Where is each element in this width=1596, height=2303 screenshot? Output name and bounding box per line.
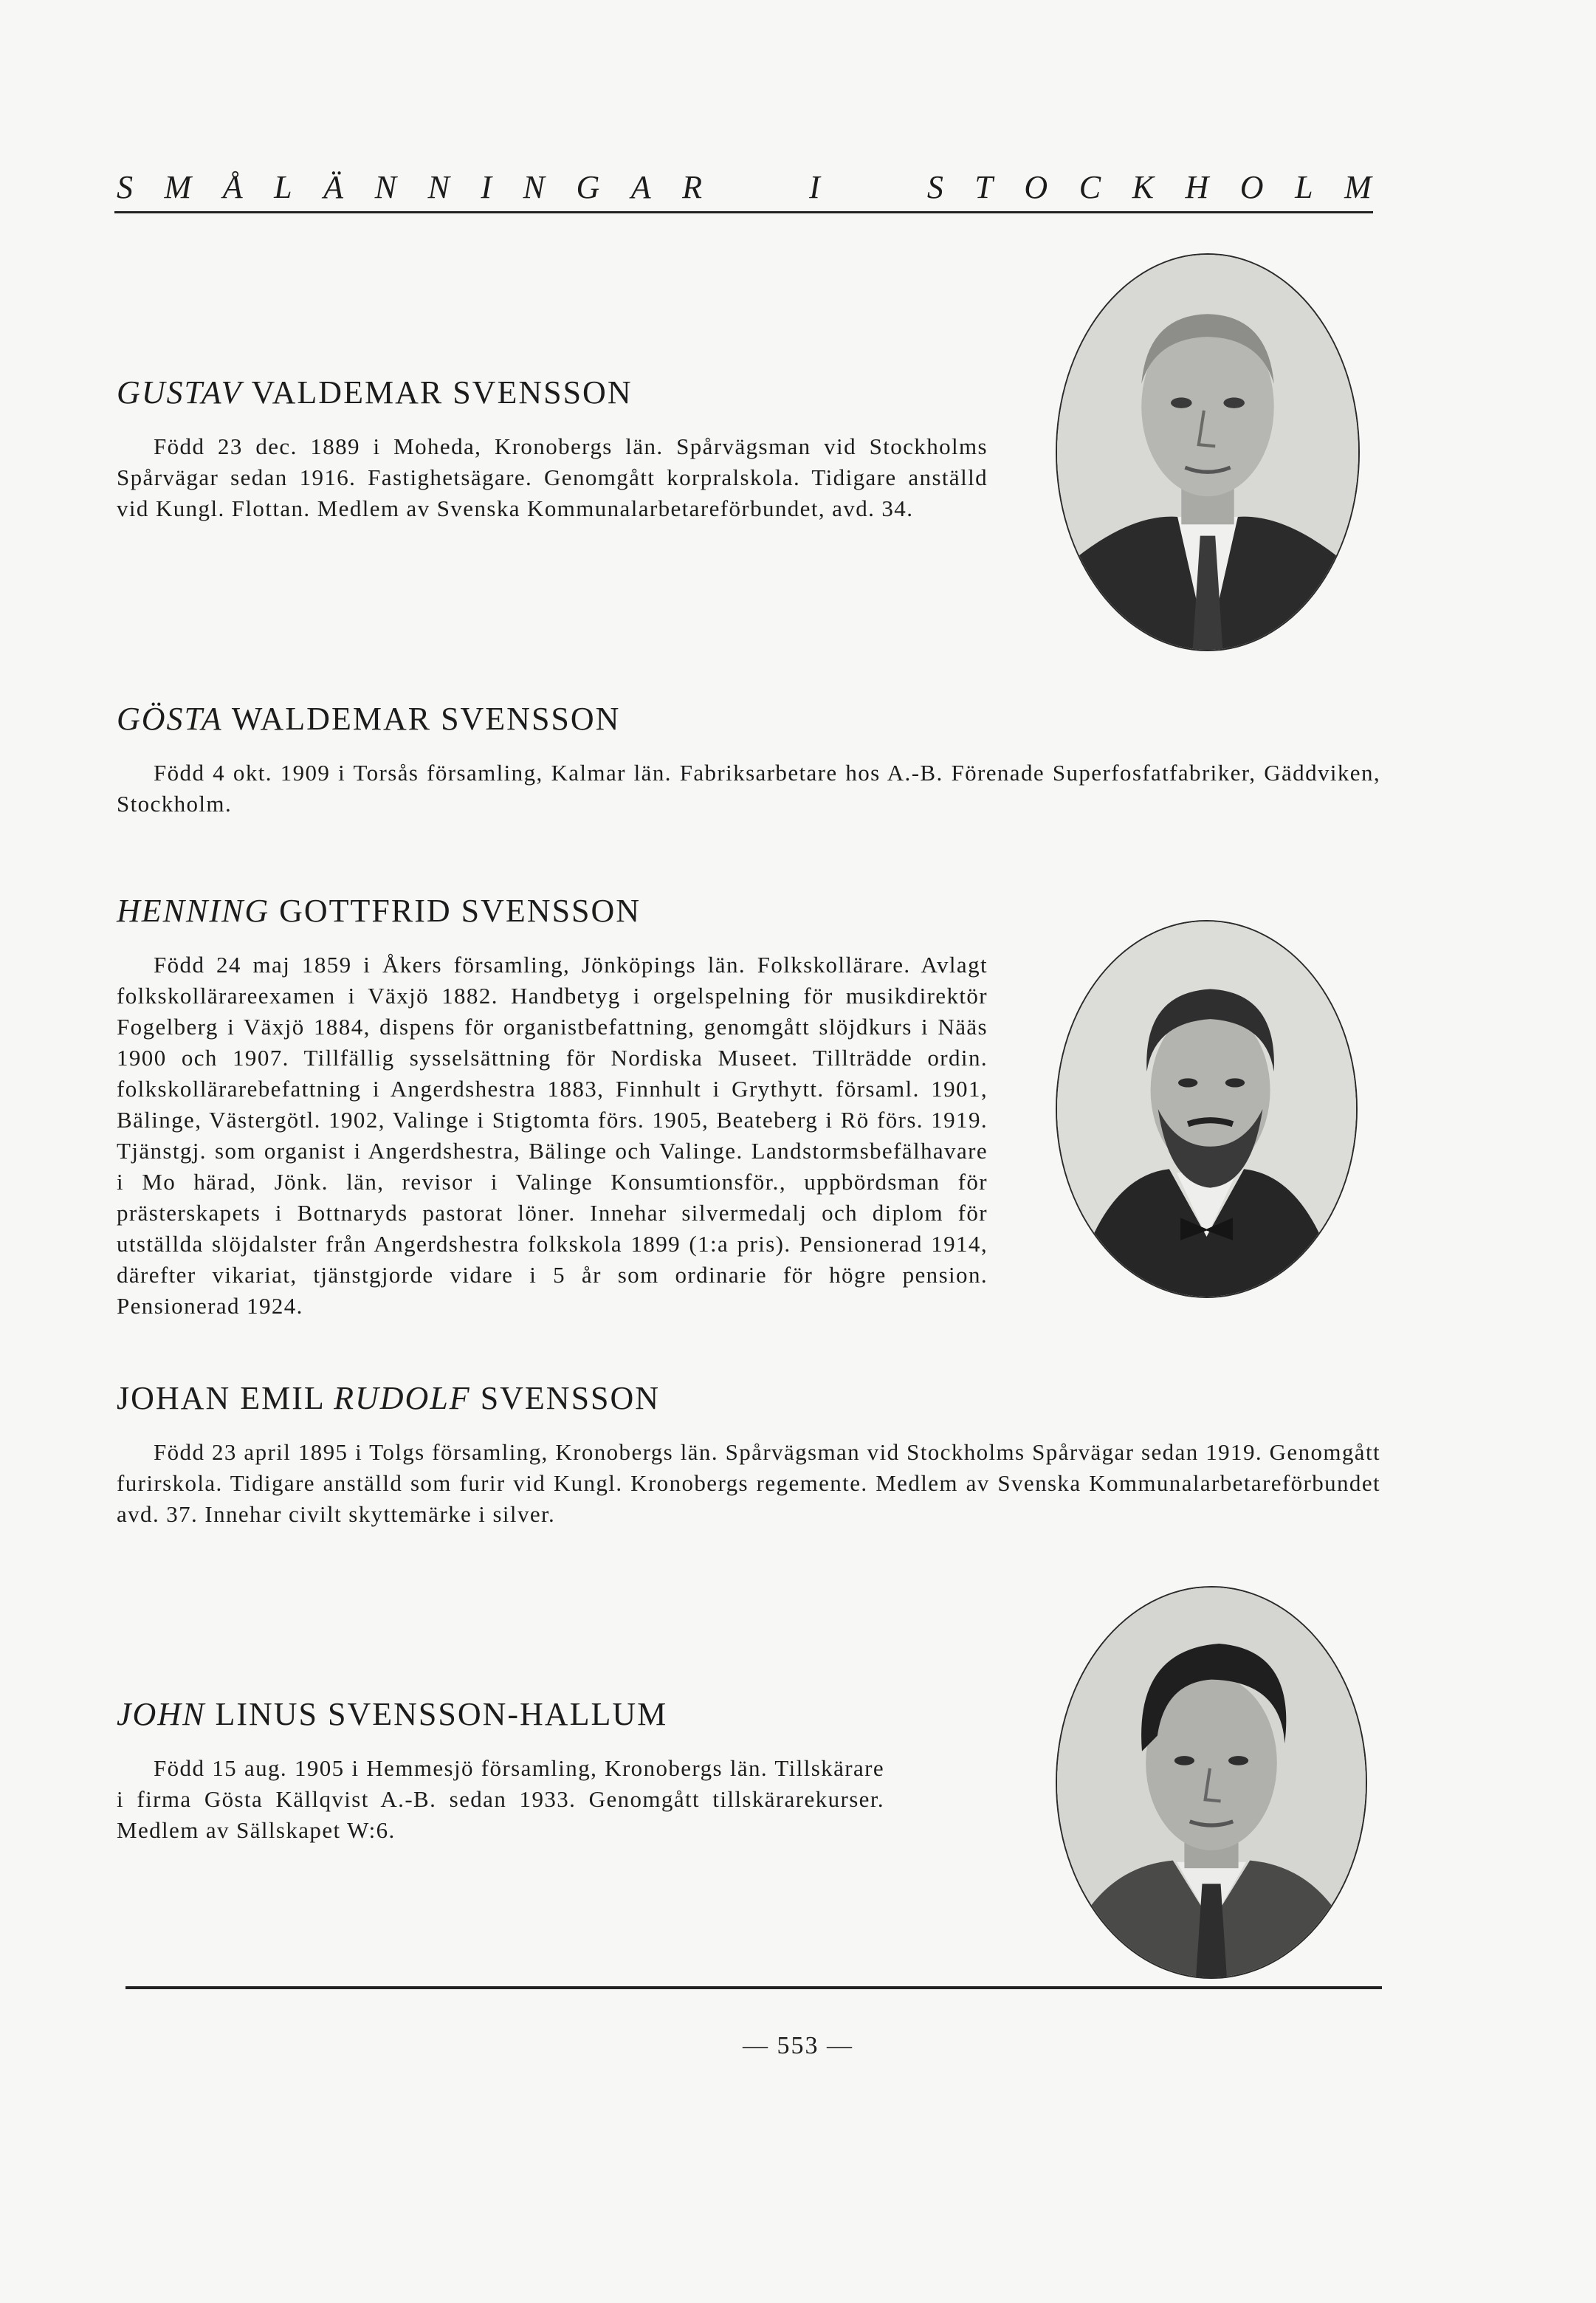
entry-name [117,893,988,929]
entry-surname: SVENSSON [480,1380,661,1416]
portrait-photo [1057,1588,1366,1977]
running-head-letter: I [481,169,492,205]
entry-given-name: GUSTAV [117,374,243,411]
running-head-letter: O [1239,169,1264,205]
entry-biography: Född 15 aug. 1905 i Hemmesjö församling, Kronobergs län. Tillskärare i firma Gösta Källqvist A.-B. sedan 1933. Genomgått tillskärarekurser. Medlem av Sällskapet W:6. [117,1755,884,1844]
running-head-letter: R [682,169,703,205]
running-head-letter: C [1079,169,1101,205]
footer-rule-gap [596,1989,607,1991]
running-head-letter: A [630,169,651,205]
entry-biography: Född 23 dec. 1889 i Moheda, Kronobergs län. Spårvägsman vid Stockholms Spårvägar sedan 1916. Fastighetsägare. Genomgått korpralskola. Tidigare anställd vid Kungl. Flottan. Medlem av Svenska Kommunalarbetareförbundet, avd. 34. [117,433,988,522]
running-head-letter: L [1295,169,1313,205]
portrait-young-man-icon [1057,1588,1366,1977]
entry-given-name: GÖSTA [117,701,223,737]
entry-surname: GOTTFRID SVENSSON [279,893,642,929]
entry-surname: LINUS SVENSSON-HALLUM [215,1696,668,1732]
entry-name [117,701,1380,737]
entry-john-linus-svensson-hallum [117,1697,884,1846]
running-head-letter: Å [222,169,243,205]
entry-biography: Född 23 april 1895 i Tolgs församling, Kronobergs län. Spårvägsman vid Stockholms Spårvägar sedan 1919. Genomgått furirskola. Tidigare anställd som furir vid Kungl. Kronobergs regemente. Medlem av Svenska Kommunalarbetareförbundet avd. 37. Innehar civilt skyttemärke i silver. [117,1439,1380,1528]
running-head-letter: N [523,169,545,205]
running-head-letter: T [974,169,993,205]
running-head-letter: M [164,169,192,205]
entry-name [117,1697,884,1732]
running-head-letter: S [117,169,133,205]
page-number: — 553 — [743,2032,853,2059]
entry-given-name: HENNING [117,893,270,929]
entry-gosta-waldemar-svensson [117,701,1380,820]
header-rule [114,211,1373,213]
portrait-photo [1057,255,1358,650]
entry-surname: VALDEMAR SVENSSON [251,374,633,411]
running-head-gap [734,168,778,206]
entry-henning-gottfrid-svensson [117,893,988,1322]
running-head-letter: N [374,169,396,205]
running-head-letter: L [274,169,292,205]
running-head-letter: H [1185,169,1209,205]
running-head-letter: I [809,169,820,205]
entry-johan-emil-rudolf-svensson [117,1381,1380,1530]
entry-name [117,1381,1380,1416]
entry-name [117,375,988,411]
entry-biography: Född 4 okt. 1909 i Torsås församling, Kalmar län. Fabriksarbetare hos A.-B. Förenade Superfosfatfabriker, Gäddviken, Stockholm. [117,760,1380,817]
portrait-man-suit-icon [1057,255,1358,650]
running-head-letter: K [1132,169,1154,205]
running-head-letter: Ä [323,169,344,205]
entry-gustav-valdemar-svensson [117,375,988,524]
entry-biography: Född 24 maj 1859 i Åkers församling, Jönköpings län. Folkskollärare. Avlagt folkskollärareexamen i Växjö 1882. Handbetyg i orgelspelning för musikdirektör Fogelberg i Växjö 1884, dispens för organistbefattning, genomgått slöjdkurs i Nääs 1900 och 1907. Tillfällig sysselsättning för Nordiska Museet. Tillträdde ordin. folkskollärarebefattning i Angerdshestra 1883, Finnhult i Grythytt. församl. 1901, Bälinge, Västergötl. 1902, Valinge i Stigtomta förs. 1905, Beateberg i Rö förs. 1919. Tjänstgj. som organist i Angerdshestra, Bälinge och Valinge. Landstormsbefälhavare i Mo härad, Jönk. län, revisor i Valinge Konsumtionsför., uppbördsman för prästerskapets i Bottnaryds pastorat löner. Innehar silvermedalj och diplom för utställda slöjdalster från Angerdshestra folkskola 1899 (1:a pris). Pensionerad 1914, därefter vikariat, tjänstgjorde vidare i 5 år som ordinarie för högre pension. Pensionerad 1924. [117,952,988,1319]
entry-surname: WALDEMAR SVENSSON [231,701,621,737]
entry-given-name: JOHN [117,1696,206,1732]
portrait-bearded-man-icon [1057,921,1356,1297]
entry-given-name: RUDOLF [334,1380,471,1416]
running-head-letter: N [427,169,450,205]
running-head-letter: S [926,169,943,205]
running-head-letter: M [1344,169,1372,205]
running-head-letter: O [1024,169,1048,205]
portrait-photo [1057,921,1356,1297]
running-head-letter: G [576,169,600,205]
running-head [117,168,1372,206]
footer-rule [125,1986,1382,1989]
running-head-gap [851,168,895,206]
entry-first-names: JOHAN EMIL [117,1380,325,1416]
